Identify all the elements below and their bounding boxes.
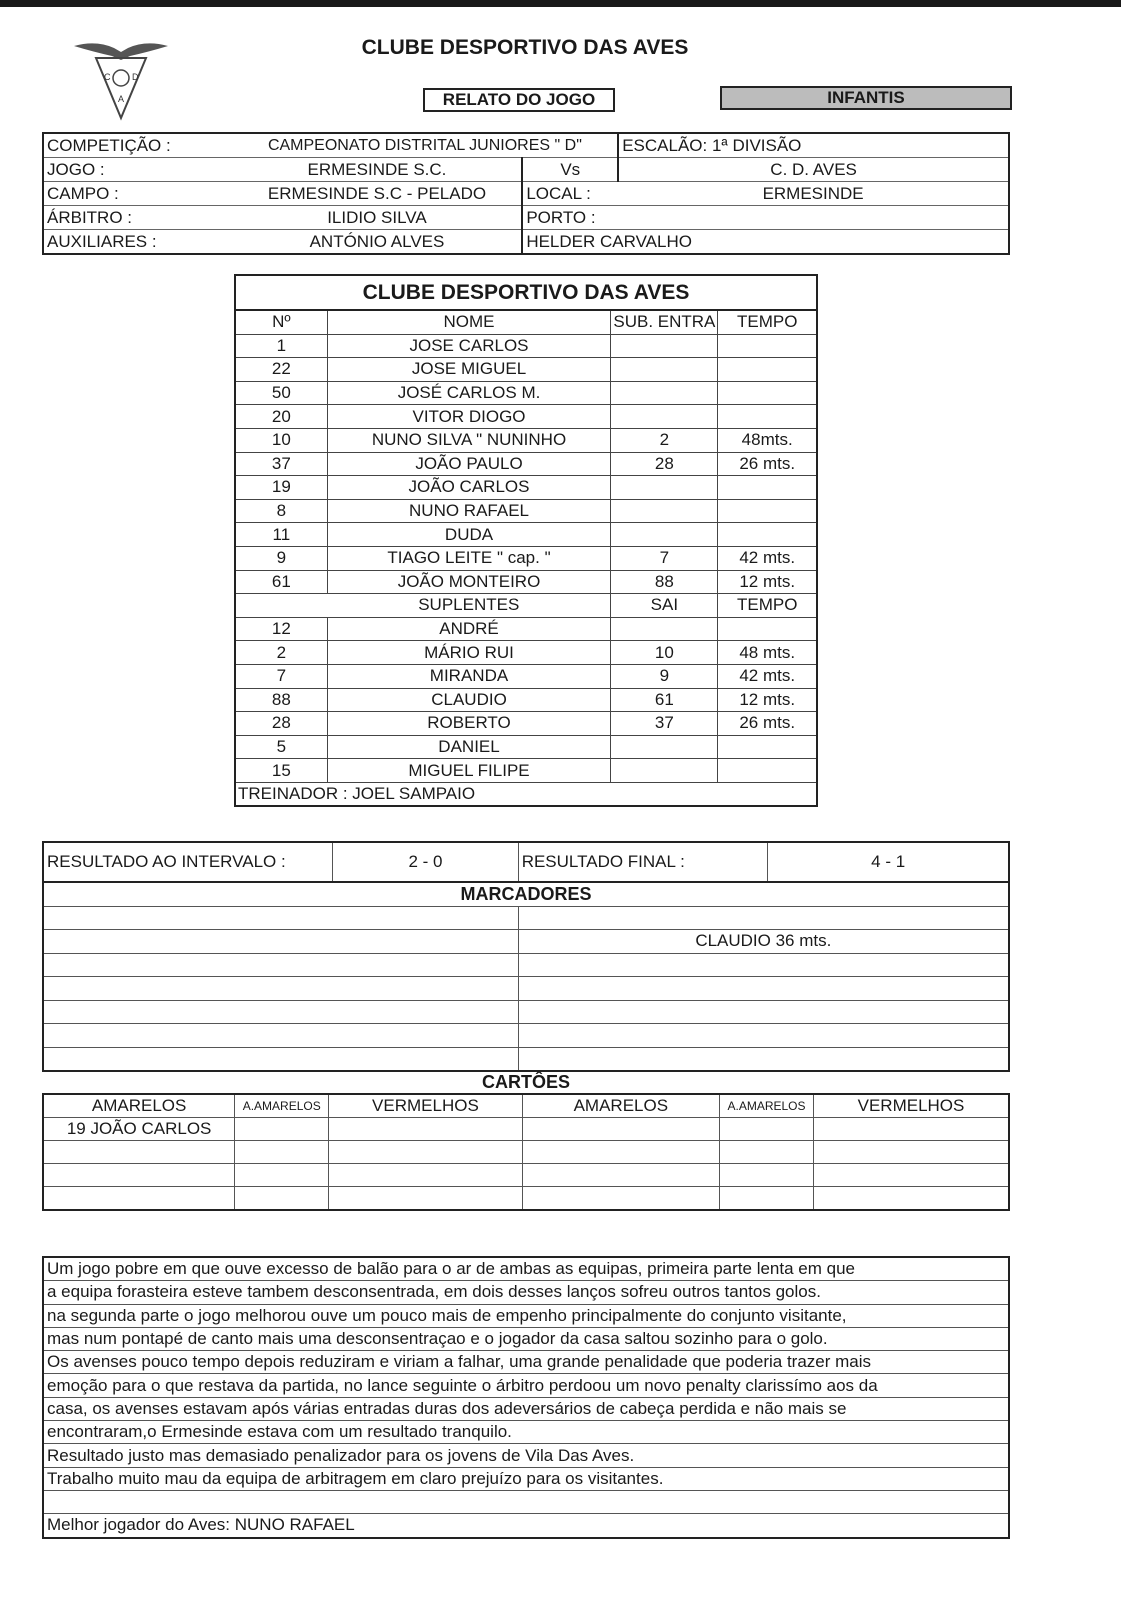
starter-row bbox=[235, 570, 817, 594]
starter-row bbox=[235, 428, 817, 452]
report-line bbox=[43, 1490, 1009, 1513]
arbitro-label: ÁRBITRO : bbox=[43, 206, 233, 230]
sub-name: MIRANDA bbox=[327, 664, 611, 688]
player-name: JOSÉ CARLOS M. bbox=[327, 381, 611, 405]
sub-name: ROBERTO bbox=[327, 712, 611, 736]
report-line: mas num pontapé de canto mais uma desconsentraçao e o jogador da casa saltou sozinho para o golo. bbox=[43, 1327, 1009, 1350]
player-sub bbox=[611, 405, 718, 429]
player-name: VITOR DIOGO bbox=[327, 405, 611, 429]
player-number: 11 bbox=[235, 523, 327, 547]
player-name: TIAGO LEITE " cap. " bbox=[327, 546, 611, 570]
sub-sai: 9 bbox=[611, 664, 718, 688]
player-tempo bbox=[718, 523, 817, 547]
report-line: Resultado justo mas demasiado penalizador para os jovens de Vila Das Aves. bbox=[43, 1444, 1009, 1467]
home-yellow-1: 19 JOÃO CARLOS bbox=[43, 1118, 235, 1141]
sub-name: DANIEL bbox=[327, 735, 611, 759]
report-line: encontraram,o Ermesinde estava com um resultado tranquilo. bbox=[43, 1421, 1009, 1444]
starter-row bbox=[235, 523, 817, 547]
player-sub: 7 bbox=[611, 546, 718, 570]
report-table bbox=[42, 1256, 1010, 1539]
escalao-value: ESCALÃO: 1ª DIVISÃO bbox=[618, 133, 1009, 158]
sub-number: 7 bbox=[235, 664, 327, 688]
players-title: CLUBE DESPORTIVO DAS AVES bbox=[235, 275, 817, 310]
sub-tempo bbox=[718, 735, 817, 759]
document-title: CLUBE DESPORTIVO DAS AVES bbox=[361, 36, 689, 59]
sub-tempo bbox=[718, 617, 817, 641]
player-number: 8 bbox=[235, 499, 327, 523]
player-tempo: 12 mts. bbox=[718, 570, 817, 594]
report-row bbox=[43, 1351, 1009, 1374]
player-tempo: 26 mts. bbox=[718, 452, 817, 476]
campo-value: ERMESINDE S.C - PELADO bbox=[233, 182, 523, 206]
local-value: ERMESINDE bbox=[618, 182, 1009, 206]
player-number: 10 bbox=[235, 428, 327, 452]
sub-name: MIGUEL FILIPE bbox=[327, 759, 611, 783]
sub-row bbox=[235, 759, 817, 783]
sub-tempo: 26 mts. bbox=[718, 712, 817, 736]
player-number: 20 bbox=[235, 405, 327, 429]
sub-row bbox=[235, 688, 817, 712]
final-label: RESULTADO FINAL : bbox=[518, 842, 768, 882]
player-name: JOSE CARLOS bbox=[327, 334, 611, 358]
report-row bbox=[43, 1281, 1009, 1304]
player-sub bbox=[611, 334, 718, 358]
competicao-value: CAMPEONATO DISTRITAL JUNIORES " D" bbox=[267, 136, 582, 154]
player-tempo bbox=[718, 476, 817, 500]
header-tempo: TEMPO bbox=[718, 310, 817, 334]
player-sub bbox=[611, 476, 718, 500]
sub-row bbox=[235, 735, 817, 759]
player-sub bbox=[611, 381, 718, 405]
sub-sai: 37 bbox=[611, 712, 718, 736]
player-number: 19 bbox=[235, 476, 327, 500]
sub-number: 5 bbox=[235, 735, 327, 759]
intervalo-label: RESULTADO AO INTERVALO : bbox=[43, 842, 333, 882]
sub-sai: 61 bbox=[611, 688, 718, 712]
porto-label: PORTO : bbox=[522, 206, 618, 230]
away-vermelhos-header: VERMELHOS bbox=[813, 1094, 1009, 1118]
report-row bbox=[43, 1421, 1009, 1444]
player-tempo bbox=[718, 358, 817, 382]
report-line: na segunda parte o jogo melhorou ouve um pouco mais de empenho principalmente do conjunto visitante, bbox=[43, 1304, 1009, 1327]
jogo-away: C. D. AVES bbox=[618, 158, 1009, 182]
report-row bbox=[43, 1304, 1009, 1327]
player-sub: 88 bbox=[611, 570, 718, 594]
player-tempo bbox=[718, 499, 817, 523]
sub-row bbox=[235, 617, 817, 641]
starter-row bbox=[235, 499, 817, 523]
sub-sai bbox=[611, 735, 718, 759]
sub-number: 15 bbox=[235, 759, 327, 783]
starter-row bbox=[235, 358, 817, 382]
report-line: emoção para o que restava da partida, no lance seguinte o árbitro perdoou um novo penalty clarissímo aos da bbox=[43, 1374, 1009, 1397]
player-tempo bbox=[718, 381, 817, 405]
player-number: 37 bbox=[235, 452, 327, 476]
header-number: Nº bbox=[235, 310, 327, 334]
player-name: JOÃO MONTEIRO bbox=[327, 570, 611, 594]
report-row bbox=[43, 1514, 1009, 1538]
player-sub: 28 bbox=[611, 452, 718, 476]
cartoes-title: CARTÔES bbox=[481, 1072, 570, 1092]
report-row bbox=[43, 1397, 1009, 1420]
player-name: JOSE MIGUEL bbox=[327, 358, 611, 382]
logo-letter-c: C bbox=[104, 72, 111, 82]
sub-sai bbox=[611, 617, 718, 641]
sub-name: CLAUDIO bbox=[327, 688, 611, 712]
sub-number: 28 bbox=[235, 712, 327, 736]
cards-table bbox=[42, 1093, 1010, 1211]
player-tempo bbox=[718, 405, 817, 429]
logo-letter-a: A bbox=[118, 94, 125, 104]
match-info-table bbox=[42, 132, 1010, 255]
starter-row bbox=[235, 334, 817, 358]
player-name: JOÃO CARLOS bbox=[327, 476, 611, 500]
sub-tempo: 42 mts. bbox=[718, 664, 817, 688]
sub-sai: 10 bbox=[611, 641, 718, 665]
home-aamarelos-header: A.AMARELOS bbox=[235, 1094, 329, 1118]
starter-row bbox=[235, 546, 817, 570]
report-line: Os avenses pouco tempo depois reduziram e viriam a falhar, uma grande penalidade que poderia trazer mais bbox=[43, 1351, 1009, 1374]
report-line: a equipa forasteira esteve tambem desconsentrada, em dois desses lanços sofreu outros tantos golos. bbox=[43, 1281, 1009, 1304]
arbitro-value: ILIDIO SILVA bbox=[233, 206, 523, 230]
vs-label: Vs bbox=[522, 158, 618, 182]
report-line: Melhor jogador do Aves: NUNO RAFAEL bbox=[43, 1514, 1009, 1538]
player-sub bbox=[611, 499, 718, 523]
sub-tempo: 48 mts. bbox=[718, 641, 817, 665]
jogo-label: JOGO : bbox=[43, 158, 233, 182]
sub-sai bbox=[611, 759, 718, 783]
sub-row bbox=[235, 664, 817, 688]
report-line: Um jogo pobre em que ouve excesso de balão para o ar de ambas as equipas, primeira parte lenta em que bbox=[43, 1257, 1009, 1281]
player-name: DUDA bbox=[327, 523, 611, 547]
player-number: 22 bbox=[235, 358, 327, 382]
player-number: 9 bbox=[235, 546, 327, 570]
report-row bbox=[43, 1374, 1009, 1397]
sub-row bbox=[235, 712, 817, 736]
report-row bbox=[43, 1490, 1009, 1513]
header-nome: NOME bbox=[327, 310, 611, 334]
player-tempo: 48mts. bbox=[718, 428, 817, 452]
results-table bbox=[42, 841, 1010, 1072]
header-tempo-subs: TEMPO bbox=[718, 594, 817, 618]
escalao-box: INFANTIS bbox=[720, 86, 1012, 110]
report-row bbox=[43, 1257, 1009, 1281]
header-sai: SAI bbox=[611, 594, 718, 618]
starter-row bbox=[235, 476, 817, 500]
header-suplentes: SUPLENTES bbox=[327, 594, 611, 618]
auxiliar-1: ANTÓNIO ALVES bbox=[233, 230, 523, 255]
sub-number: 88 bbox=[235, 688, 327, 712]
report-line: casa, os avenses estavam após várias entradas duras dos adeversários de cabeça perdida e não mais se bbox=[43, 1397, 1009, 1420]
home-vermelhos-header: VERMELHOS bbox=[329, 1094, 522, 1118]
auxiliares-label: AUXILIARES : bbox=[43, 230, 233, 255]
sub-tempo bbox=[718, 759, 817, 783]
player-tempo: 42 mts. bbox=[718, 546, 817, 570]
competicao-label: COMPETIÇÃO : bbox=[47, 135, 171, 155]
auxiliar-2: HELDER CARVALHO bbox=[522, 230, 1009, 255]
sub-name: MÁRIO RUI bbox=[327, 641, 611, 665]
starter-row bbox=[235, 405, 817, 429]
player-number: 61 bbox=[235, 570, 327, 594]
player-sub bbox=[611, 358, 718, 382]
away-aamarelos-header: A.AMARELOS bbox=[720, 1094, 814, 1118]
sub-number: 12 bbox=[235, 617, 327, 641]
player-name: NUNO SILVA " NUNINHO bbox=[327, 428, 611, 452]
player-number: 50 bbox=[235, 381, 327, 405]
report-row bbox=[43, 1327, 1009, 1350]
marcadores-title: MARCADORES bbox=[43, 882, 1009, 906]
report-row bbox=[43, 1467, 1009, 1490]
local-label: LOCAL : bbox=[522, 182, 618, 206]
final-value: 4 - 1 bbox=[768, 842, 1009, 882]
sub-number: 2 bbox=[235, 641, 327, 665]
jogo-home: ERMESINDE S.C. bbox=[233, 158, 523, 182]
home-amarelos-header: AMARELOS bbox=[43, 1094, 235, 1118]
away-amarelos-header: AMARELOS bbox=[522, 1094, 719, 1118]
sub-tempo: 12 mts. bbox=[718, 688, 817, 712]
report-line: Trabalho muito mau da equipa de arbitragem em claro prejuízo para os visitantes. bbox=[43, 1467, 1009, 1490]
treinador: TREINADOR : JOEL SAMPAIO bbox=[235, 782, 817, 806]
logo-letter-d: D bbox=[132, 72, 139, 82]
sub-name: ANDRÉ bbox=[327, 617, 611, 641]
intervalo-value: 2 - 0 bbox=[333, 842, 518, 882]
player-tempo bbox=[718, 334, 817, 358]
top-border bbox=[0, 0, 1121, 7]
starter-row bbox=[235, 452, 817, 476]
starter-row bbox=[235, 381, 817, 405]
relato-label: RELATO DO JOGO bbox=[423, 88, 615, 112]
header-sub-entra: SUB. ENTRA bbox=[611, 310, 718, 334]
player-sub: 2 bbox=[611, 428, 718, 452]
sub-row bbox=[235, 641, 817, 665]
scorer-away-1: CLAUDIO 36 mts. bbox=[518, 930, 1009, 954]
player-name: JOÃO PAULO bbox=[327, 452, 611, 476]
player-sub bbox=[611, 523, 718, 547]
players-table bbox=[234, 274, 818, 807]
player-number: 1 bbox=[235, 334, 327, 358]
player-name: NUNO RAFAEL bbox=[327, 499, 611, 523]
report-row bbox=[43, 1444, 1009, 1467]
campo-label: CAMPO : bbox=[43, 182, 233, 206]
